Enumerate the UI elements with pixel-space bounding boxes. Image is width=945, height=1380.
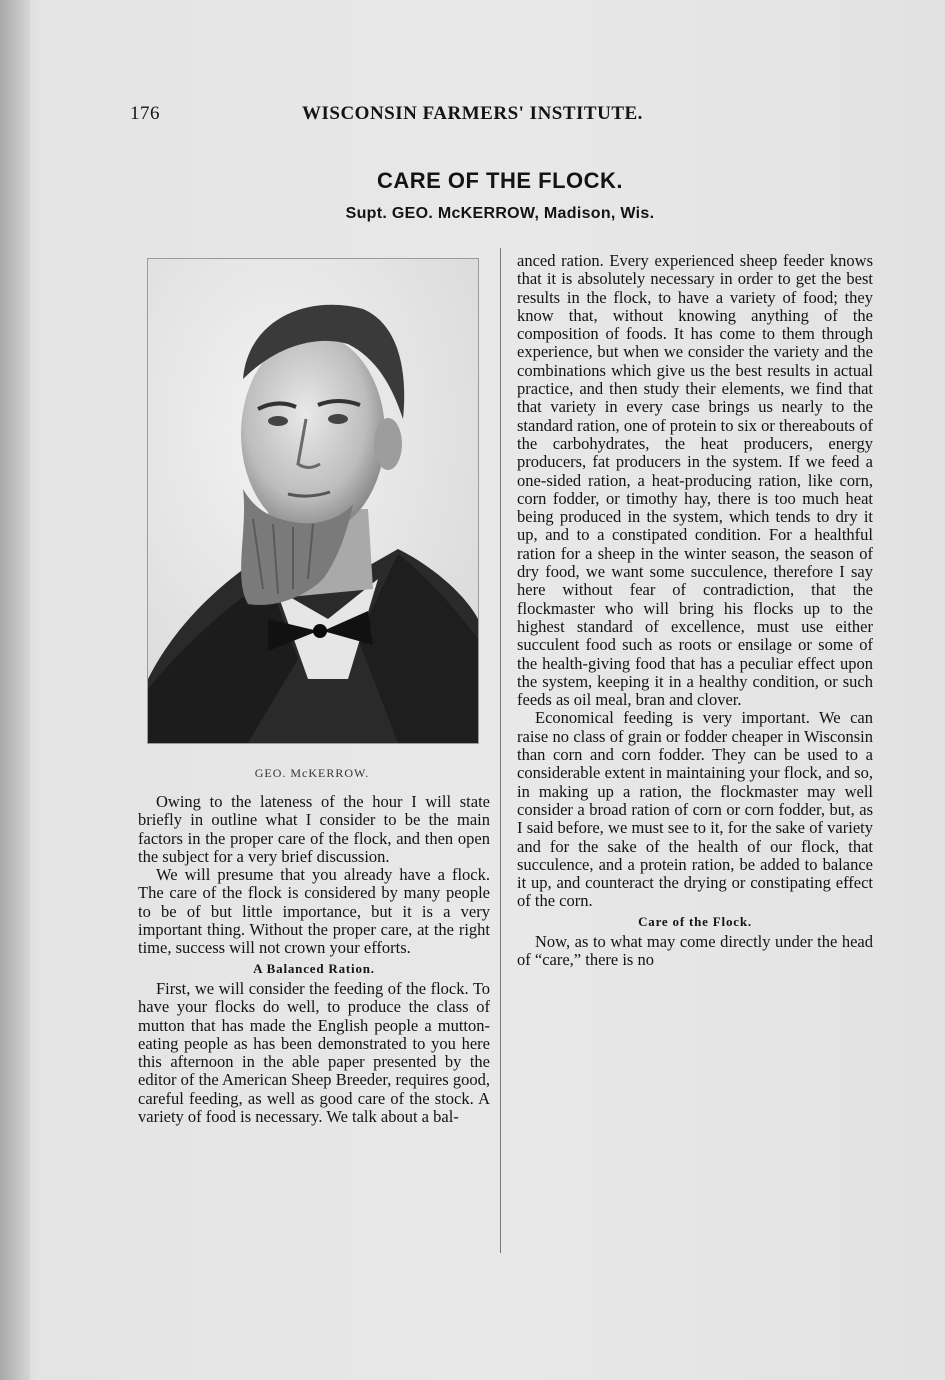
column-divider: [500, 248, 501, 1253]
paragraph: First, we will consider the feeding of the flock. To have your flocks do well, to produce the class of mutton that has made the English people a mutton-eating people as has been demonstrated to you here this afternoon in the able paper presented by the editor of the American Sheep Breeder, requires good, careful feeding, as well as good care of the stock. A variety of food is necessary. We talk about a bal-: [138, 978, 490, 1127]
page-number: 176: [130, 103, 160, 124]
section-heading-care-of-flock: Care of the Flock.: [638, 913, 752, 929]
page-binding-shadow: [0, 0, 30, 1380]
paragraph: Now, as to what may come directly under the head of “care,” there is no: [517, 931, 873, 970]
photo-caption: GEO. McKERROW.: [254, 766, 370, 780]
paragraph: We will presume that you already have a flock. The care of the flock is considered by many people to be of but little importance, but it is a very important thing. Without the proper care, at the right time, success will not crown your efforts.: [138, 865, 490, 958]
article-title: CARE OF THE FLOCK.: [376, 168, 624, 193]
section-heading-balanced-ration: A Balanced Ration.: [253, 960, 375, 976]
paragraph-continued: anced ration. Every experienced sheep feeder knows that it is absolutely necessary in order to get the best results in the flock, to have a variety of food; they know that, without knowing anything of the composition of foods. It has come to them through experience, but when we consider the variety and the combinations which give us the best results in actual practice, and then study their elements, we find that that variety in every case brings us nearly to the standard ration, one of protein to six or thereabouts of the carbohydrates, the heat producers, energy producers, fat producers in the system. If we feed a one-sided ration, a heat-producing ration, like corn, corn fodder, or timothy hay, there is too much heat being produced in the system, which tends to dry it up, and to a constipated condition. For a healthful ration for a sheep in the winter season, the season of dry food, we want some succulence, therefore I say here without fear of contradiction, that the flockmaster who will bring his flocks up to the highest standard of excellence, must use either succulent food such as roots or ensilage or some of the health-giving food that has a peculiar effect upon the system, keeping it in a healthy condition, or such feeds as oil meal, bran and clover.: [517, 251, 873, 710]
journal-title: WISCONSIN FARMERS' INSTITUTE.: [302, 103, 643, 124]
author-portrait: [147, 258, 479, 744]
article-author: Supt. GEO. McKERROW, Madison, Wis.: [345, 205, 655, 222]
paragraph: Economical feeding is very important. We can raise no class of grain or fodder cheaper in Wisconsin than corn and corn fodder. They can be used to a considerable extent in maintaining your flock, and so, in making up a ration, the flockmaster may well consider a broad ration of corn or corn fodder, but, as I said before, we must see to it, for the sake of variety and for the sake of the health of our flock, that succulence, and a protein ration, be added to balance it up, and counteract the drying or constipating effect of the corn.: [517, 708, 873, 911]
right-column: [517, 252, 873, 970]
left-column: [138, 793, 490, 1126]
portrait-illustration: [148, 259, 478, 743]
paragraph: Owing to the lateness of the hour I will state briefly in outline what I consider to be the main factors in the proper care of the flock, and then open the subject for a very brief discussion.: [138, 792, 490, 866]
